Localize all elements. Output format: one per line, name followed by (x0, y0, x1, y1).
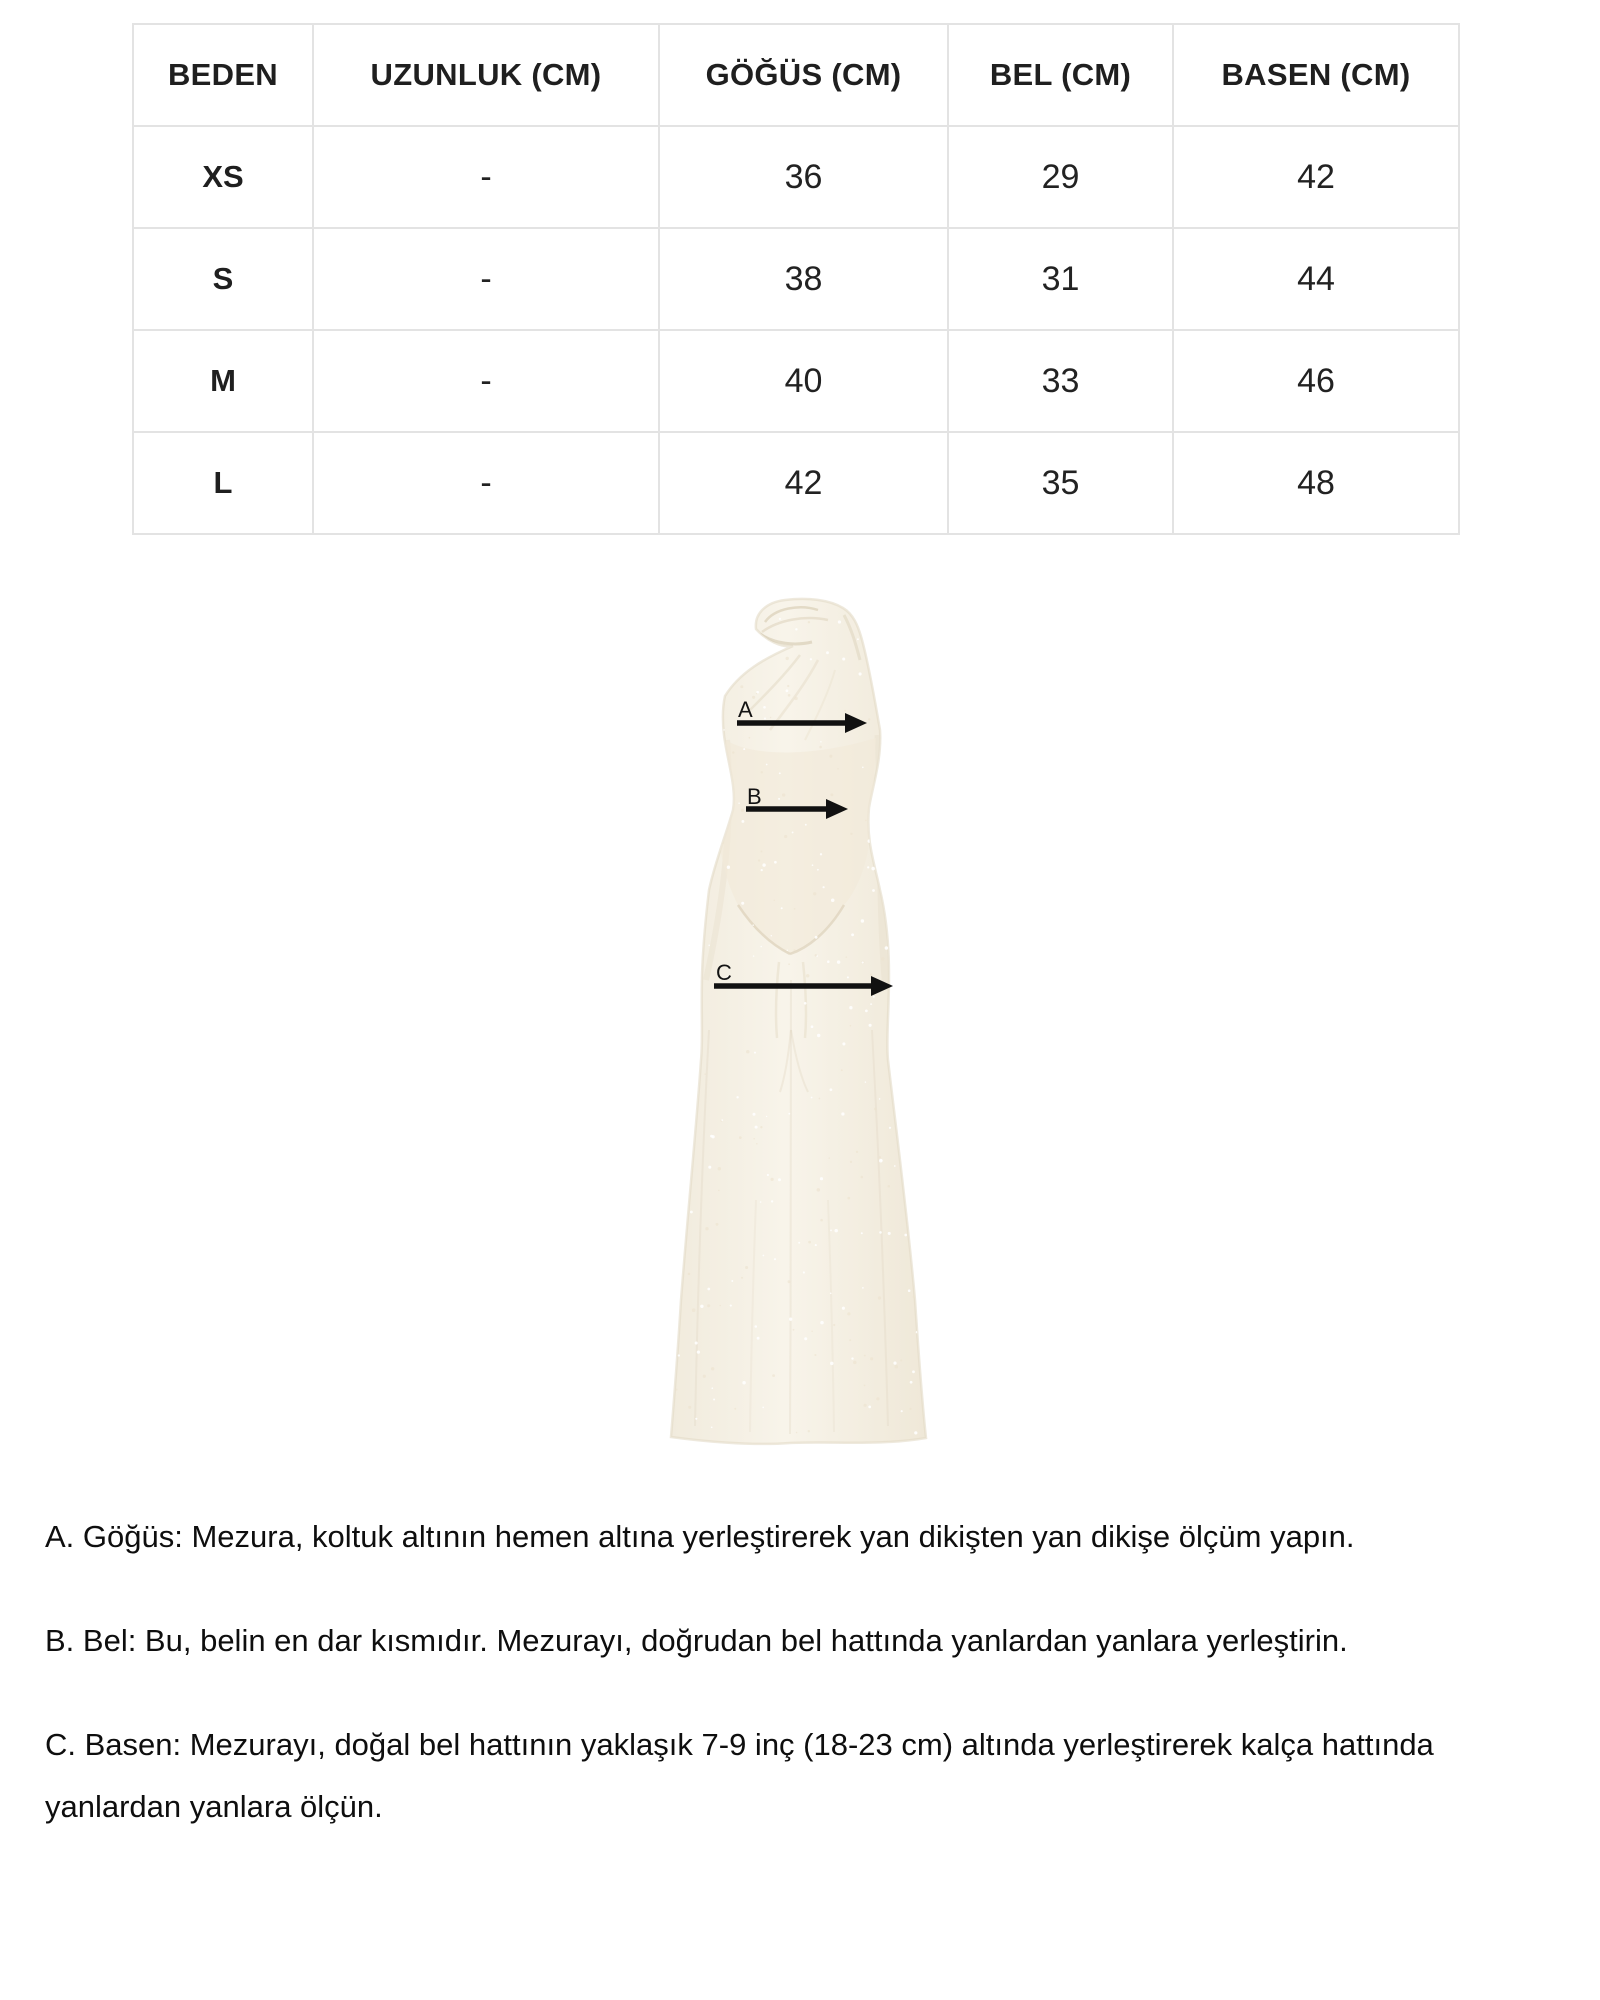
cell-bel: 29 (948, 126, 1173, 228)
cell-uzunluk: - (313, 432, 659, 534)
column-header-basen: BASEN (CM) (1173, 24, 1459, 126)
column-header-uzunluk: UZUNLUK (CM) (313, 24, 659, 126)
note-basen: C. Basen: Mezurayı, doğal bel hattının yaklaşık 7-9 inç (18-23 cm) altında yerleştirerek kalça hattında yanlardan yanlara ölçün. (45, 1727, 1434, 1824)
column-header-bel: BEL (CM) (948, 24, 1173, 126)
measurement-notes (45, 1506, 1550, 1880)
column-header-beden: BEDEN (133, 24, 313, 126)
column-header-gogus: GÖĞÜS (CM) (659, 24, 948, 126)
size-table-header-row (133, 24, 1459, 126)
table-row-m (133, 330, 1459, 432)
cell-uzunluk: - (313, 126, 659, 228)
arrow-label-a: A (738, 697, 753, 722)
cell-uzunluk: - (313, 330, 659, 432)
note-gogus: A. Göğüs: Mezura, koltuk altının hemen altına yerleştirerek yan dikişten yan dikişe ölçüm yapın. (45, 1519, 1355, 1554)
cell-gogus: 40 (659, 330, 948, 432)
cell-gogus: 36 (659, 126, 948, 228)
cell-gogus: 38 (659, 228, 948, 330)
cell-size: M (133, 330, 313, 432)
cell-bel: 31 (948, 228, 1173, 330)
cell-basen: 44 (1173, 228, 1459, 330)
cell-bel: 35 (948, 432, 1173, 534)
note-bel: B. Bel: Bu, belin en dar kısmıdır. Mezurayı, doğrudan bel hattında yanlardan yanlara yerleştirin. (45, 1623, 1348, 1658)
dress-measurement-diagram (560, 560, 1020, 1460)
cell-gogus: 42 (659, 432, 948, 534)
cell-uzunluk: - (313, 228, 659, 330)
cell-size: L (133, 432, 313, 534)
cell-basen: 48 (1173, 432, 1459, 534)
cell-size: S (133, 228, 313, 330)
arrow-label-b: B (747, 784, 762, 809)
cell-size: XS (133, 126, 313, 228)
table-row-s (133, 228, 1459, 330)
cell-basen: 46 (1173, 330, 1459, 432)
arrow-label-c: C (716, 960, 732, 985)
size-table (132, 23, 1460, 535)
cell-bel: 33 (948, 330, 1173, 432)
table-row-xs (133, 126, 1459, 228)
cell-basen: 42 (1173, 126, 1459, 228)
table-row-l (133, 432, 1459, 534)
